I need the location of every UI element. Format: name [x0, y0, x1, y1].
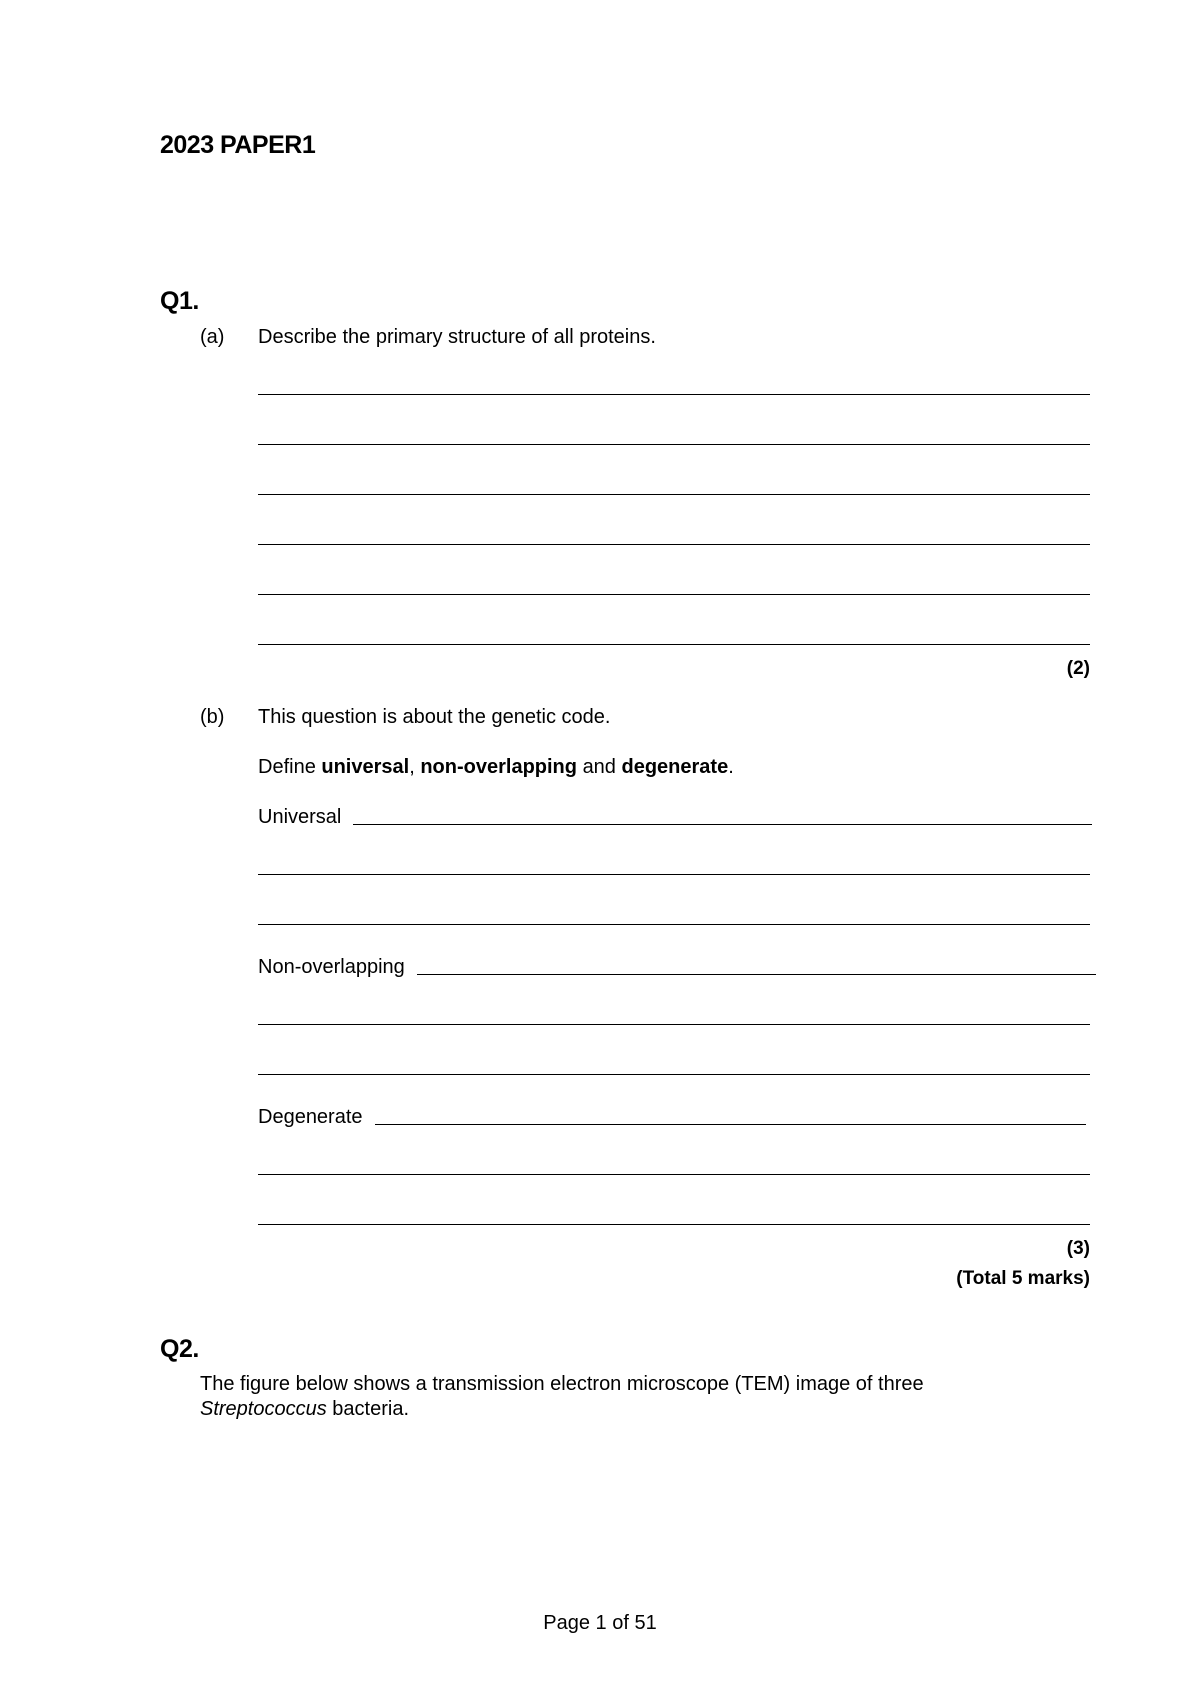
q1-part-b-define-instruction	[258, 756, 734, 779]
answer-line[interactable]	[258, 1074, 1090, 1075]
answer-line[interactable]	[258, 444, 1090, 445]
question-1-number: Q1.	[160, 287, 199, 315]
term-degenerate: degenerate	[621, 756, 729, 778]
q1-part-a-marks: (2)	[1066, 658, 1090, 679]
answer-line[interactable]	[258, 1224, 1090, 1225]
q2-text-before: The figure below shows a transmission electron microscope (TEM) image of three	[200, 1373, 924, 1395]
answer-line[interactable]	[417, 974, 1096, 975]
q1-part-b-intro: This question is about the genetic code.	[258, 706, 611, 728]
answer-line[interactable]	[258, 874, 1090, 875]
term-non-overlapping: non-overlapping	[420, 756, 577, 778]
answer-line[interactable]	[258, 594, 1090, 595]
q1-part-b-label: (b)	[200, 706, 225, 728]
q1-part-a-prompt: Describe the primary structure of all proteins.	[258, 326, 656, 348]
page-footer: Page 1 of 51	[543, 1612, 657, 1634]
q1-total-marks: (Total 5 marks)	[956, 1268, 1090, 1289]
answer-line[interactable]	[258, 544, 1090, 545]
answer-line[interactable]	[258, 394, 1090, 395]
q2-italic-term: Streptococcus	[200, 1398, 327, 1420]
non-overlapping-answer-row[interactable]	[258, 956, 1096, 979]
degenerate-label: Degenerate	[258, 1106, 363, 1128]
separator-comma: ,	[409, 756, 415, 778]
universal-answer-row[interactable]	[258, 806, 1092, 829]
answer-line[interactable]	[353, 824, 1092, 825]
q1-part-b-marks: (3)	[1066, 1238, 1090, 1259]
define-prefix: Define	[258, 756, 316, 778]
q2-text-after: bacteria.	[332, 1398, 410, 1420]
answer-line[interactable]	[258, 494, 1090, 495]
separator-and: and	[582, 756, 616, 778]
paper-title: 2023 PAPER1	[160, 131, 316, 159]
answer-line[interactable]	[375, 1124, 1086, 1125]
answer-line[interactable]	[258, 1024, 1090, 1025]
answer-line[interactable]	[258, 924, 1090, 925]
universal-label: Universal	[258, 806, 342, 828]
answer-line[interactable]	[258, 644, 1090, 645]
q1-part-a-label: (a)	[200, 326, 225, 348]
non-overlapping-label: Non-overlapping	[258, 956, 405, 978]
answer-line[interactable]	[258, 1174, 1090, 1175]
term-universal: universal	[321, 756, 410, 778]
q2-intro-text	[200, 1372, 1060, 1422]
sentence-end: .	[728, 756, 734, 778]
question-2-number: Q2.	[160, 1335, 199, 1363]
degenerate-answer-row[interactable]	[258, 1106, 1086, 1129]
